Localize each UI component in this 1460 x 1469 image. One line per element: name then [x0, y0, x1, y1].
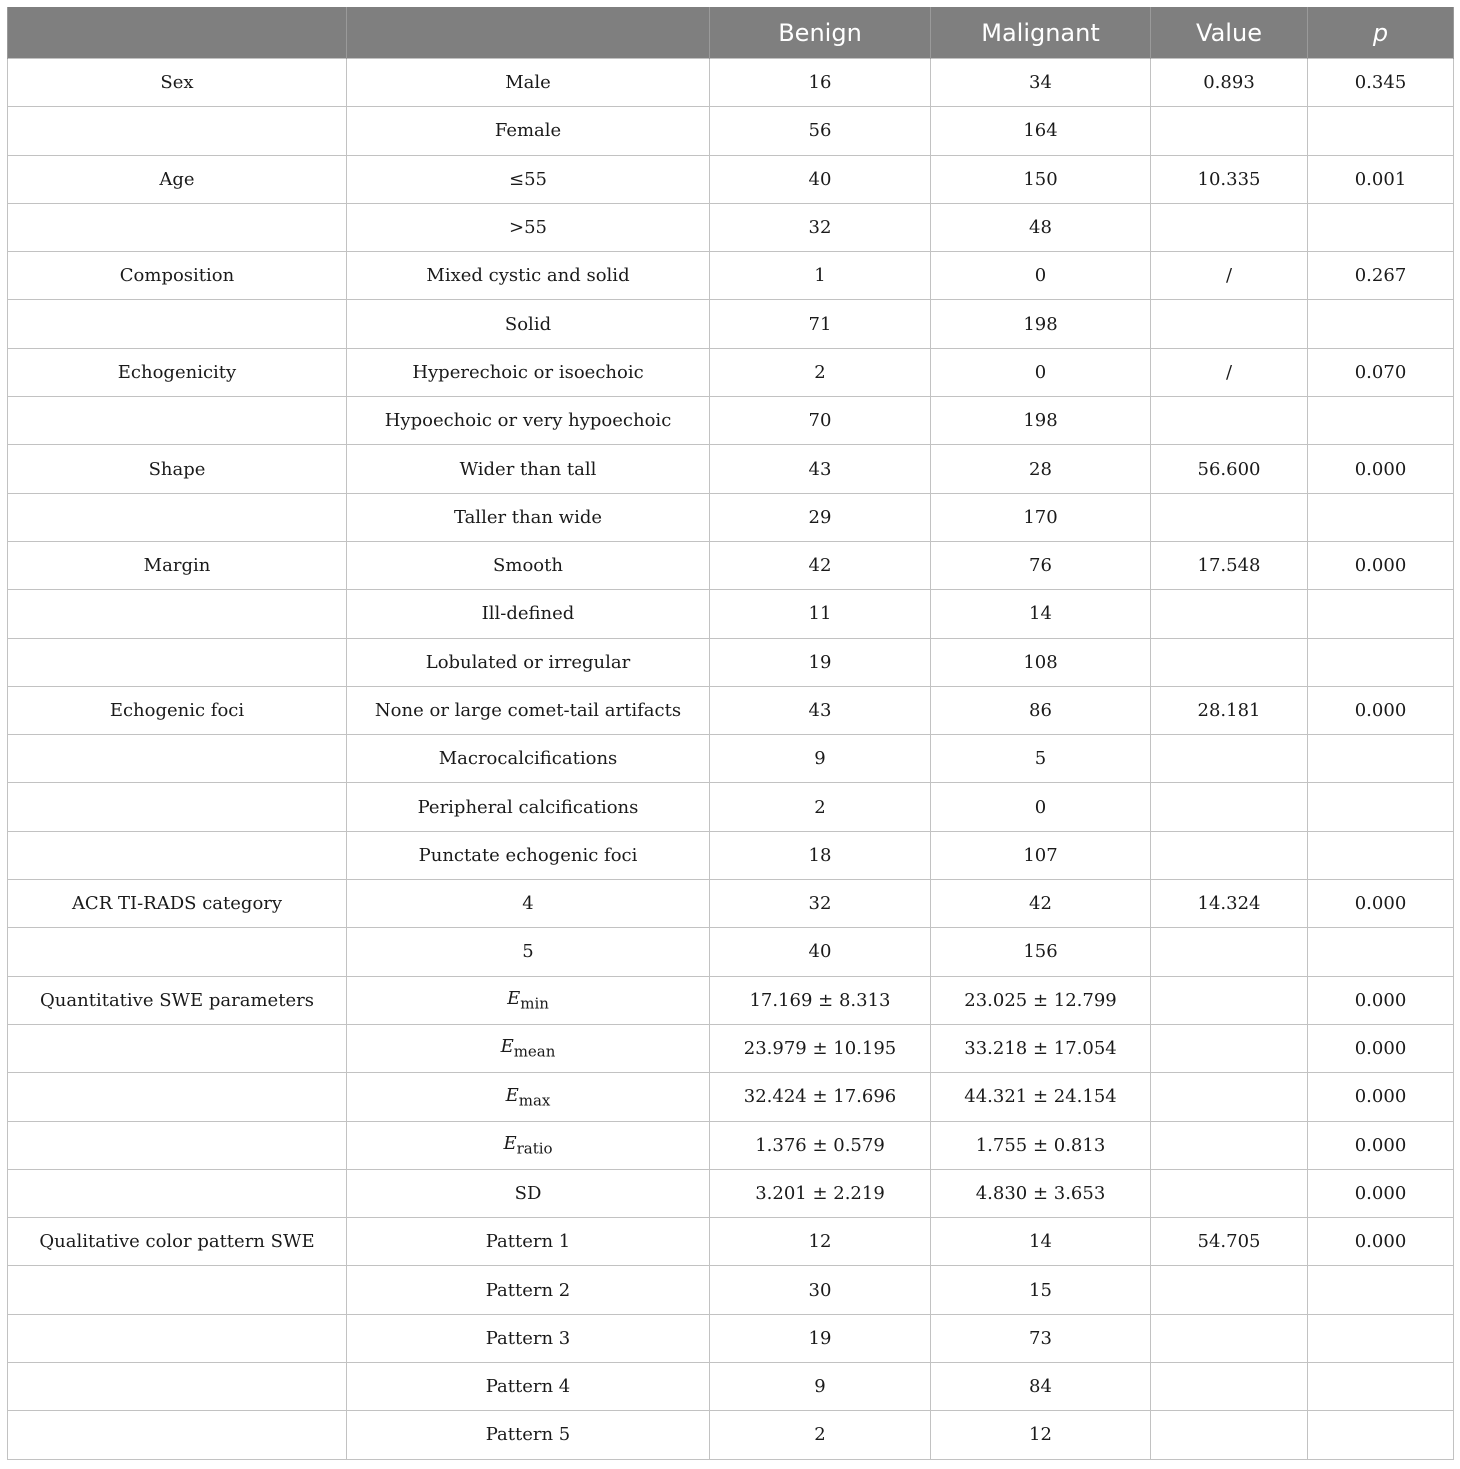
malignant-cell: 33.218 ± 17.054 [931, 1024, 1151, 1072]
header-malignant: Malignant [931, 7, 1151, 59]
category-cell: Macrocalcifications [347, 735, 710, 783]
variable-cell [8, 1169, 347, 1217]
malignant-cell: 42 [931, 880, 1151, 928]
p-value-cell [1308, 1411, 1454, 1459]
variable-cell: Quantitative SWE parameters [8, 976, 347, 1024]
malignant-cell: 164 [931, 107, 1151, 155]
value-cell [1151, 1411, 1308, 1459]
p-value-cell: 0.000 [1308, 1169, 1454, 1217]
variable-cell: Shape [8, 445, 347, 493]
category-cell: Punctate echogenic foci [347, 831, 710, 879]
header-variable [8, 7, 347, 59]
p-value-cell [1308, 638, 1454, 686]
value-cell [1151, 397, 1308, 445]
table-row [8, 638, 1454, 686]
benign-cell: 19 [710, 1314, 931, 1362]
table-row [8, 252, 1454, 300]
malignant-cell: 4.830 ± 3.653 [931, 1169, 1151, 1217]
value-cell [1151, 638, 1308, 686]
elasticity-subscript: min [520, 994, 549, 1013]
value-cell [1151, 831, 1308, 879]
table-row [8, 1266, 1454, 1314]
malignant-cell: 14 [931, 1218, 1151, 1266]
variable-cell: Echogenicity [8, 348, 347, 396]
category-cell: Male [347, 59, 710, 107]
header-category [347, 7, 710, 59]
category-cell: 5 [347, 928, 710, 976]
category-cell [347, 1073, 710, 1121]
elasticity-subscript: max [518, 1091, 551, 1110]
benign-cell: 43 [710, 445, 931, 493]
table-row [8, 203, 1454, 251]
category-cell: 4 [347, 880, 710, 928]
category-cell: Lobulated or irregular [347, 638, 710, 686]
value-cell: 14.324 [1151, 880, 1308, 928]
category-cell: Pattern 3 [347, 1314, 710, 1362]
value-cell [1151, 1314, 1308, 1362]
value-cell [1151, 493, 1308, 541]
p-value-cell [1308, 397, 1454, 445]
variable-cell: Sex [8, 59, 347, 107]
malignant-cell: 73 [931, 1314, 1151, 1362]
header-row [8, 7, 1454, 59]
variable-cell [8, 300, 347, 348]
p-value-cell [1308, 1363, 1454, 1411]
variable-cell: Composition [8, 252, 347, 300]
variable-cell [8, 1363, 347, 1411]
value-cell [1151, 928, 1308, 976]
p-value-cell: 0.000 [1308, 541, 1454, 589]
p-value-cell [1308, 1266, 1454, 1314]
category-cell: Wider than tall [347, 445, 710, 493]
category-cell: Pattern 1 [347, 1218, 710, 1266]
table-row [8, 1073, 1454, 1121]
category-cell: Hypoechoic or very hypoechoic [347, 397, 710, 445]
table-row [8, 493, 1454, 541]
malignant-cell: 23.025 ± 12.799 [931, 976, 1151, 1024]
value-cell: 28.181 [1151, 686, 1308, 734]
category-cell: ≤55 [347, 155, 710, 203]
value-cell [1151, 1169, 1308, 1217]
benign-cell: 2 [710, 348, 931, 396]
value-cell: 17.548 [1151, 541, 1308, 589]
variable-cell [8, 1314, 347, 1362]
table-header [8, 7, 1454, 59]
variable-cell: Echogenic foci [8, 686, 347, 734]
p-value-cell [1308, 831, 1454, 879]
table-row [8, 1363, 1454, 1411]
category-cell: None or large comet-tail artifacts [347, 686, 710, 734]
variable-cell: Age [8, 155, 347, 203]
benign-cell: 3.201 ± 2.219 [710, 1169, 931, 1217]
benign-cell: 11 [710, 590, 931, 638]
table-row [8, 1121, 1454, 1169]
benign-cell: 56 [710, 107, 931, 155]
elasticity-symbol: E [507, 987, 521, 1009]
header-p: p [1308, 7, 1454, 59]
value-cell [1151, 107, 1308, 155]
benign-cell: 30 [710, 1266, 931, 1314]
malignant-cell: 86 [931, 686, 1151, 734]
table-row [8, 348, 1454, 396]
benign-cell: 19 [710, 638, 931, 686]
table-row [8, 783, 1454, 831]
benign-cell: 2 [710, 1411, 931, 1459]
benign-cell: 71 [710, 300, 931, 348]
value-cell [1151, 735, 1308, 783]
benign-cell: 2 [710, 783, 931, 831]
table-row [8, 1169, 1454, 1217]
p-value-cell: 0.000 [1308, 1121, 1454, 1169]
malignant-cell: 34 [931, 59, 1151, 107]
p-value-cell: 0.267 [1308, 252, 1454, 300]
value-cell: 54.705 [1151, 1218, 1308, 1266]
malignant-cell: 108 [931, 638, 1151, 686]
value-cell: 0.893 [1151, 59, 1308, 107]
table-row [8, 976, 1454, 1024]
table-row [8, 928, 1454, 976]
elasticity-symbol: E [503, 1132, 517, 1154]
table-row [8, 686, 1454, 734]
header-benign: Benign [710, 7, 931, 59]
p-value-cell [1308, 928, 1454, 976]
category-cell [347, 976, 710, 1024]
category-cell: Solid [347, 300, 710, 348]
table-row [8, 1314, 1454, 1362]
malignant-cell: 14 [931, 590, 1151, 638]
p-value-cell: 0.000 [1308, 1073, 1454, 1121]
table-row [8, 445, 1454, 493]
p-value-cell [1308, 1314, 1454, 1362]
category-cell: Smooth [347, 541, 710, 589]
p-value-cell: 0.000 [1308, 1218, 1454, 1266]
variable-cell [8, 397, 347, 445]
variable-cell [8, 1266, 347, 1314]
benign-cell: 16 [710, 59, 931, 107]
category-cell: Pattern 4 [347, 1363, 710, 1411]
table-row [8, 59, 1454, 107]
category-cell: SD [347, 1169, 710, 1217]
benign-cell: 23.979 ± 10.195 [710, 1024, 931, 1072]
p-value-cell [1308, 107, 1454, 155]
variable-cell [8, 638, 347, 686]
elasticity-subscript: mean [513, 1042, 556, 1061]
benign-cell: 9 [710, 735, 931, 783]
table-row [8, 831, 1454, 879]
variable-cell [8, 735, 347, 783]
category-cell: Hyperechoic or isoechoic [347, 348, 710, 396]
variable-cell [8, 203, 347, 251]
variable-cell [8, 928, 347, 976]
benign-cell: 1 [710, 252, 931, 300]
value-cell: / [1151, 252, 1308, 300]
category-cell: Female [347, 107, 710, 155]
p-value-cell: 0.345 [1308, 59, 1454, 107]
malignant-cell: 28 [931, 445, 1151, 493]
benign-cell: 18 [710, 831, 931, 879]
table-row [8, 880, 1454, 928]
variable-cell [8, 1121, 347, 1169]
table-row [8, 155, 1454, 203]
variable-cell: Margin [8, 541, 347, 589]
category-cell: Pattern 5 [347, 1411, 710, 1459]
elasticity-symbol: E [505, 1084, 519, 1106]
variable-cell [8, 1024, 347, 1072]
malignant-cell: 76 [931, 541, 1151, 589]
malignant-cell: 0 [931, 783, 1151, 831]
value-cell [1151, 300, 1308, 348]
benign-cell: 40 [710, 928, 931, 976]
table-row [8, 541, 1454, 589]
malignant-cell: 84 [931, 1363, 1151, 1411]
p-value-cell [1308, 783, 1454, 831]
p-value-cell: 0.000 [1308, 686, 1454, 734]
elasticity-subscript: ratio [516, 1139, 553, 1158]
category-cell: Mixed cystic and solid [347, 252, 710, 300]
variable-cell [8, 1411, 347, 1459]
value-cell: 56.600 [1151, 445, 1308, 493]
p-value-cell [1308, 493, 1454, 541]
malignant-cell: 156 [931, 928, 1151, 976]
table-body [8, 59, 1454, 1460]
value-cell [1151, 976, 1308, 1024]
category-cell: Peripheral calcifications [347, 783, 710, 831]
value-cell [1151, 1024, 1308, 1072]
malignant-cell: 150 [931, 155, 1151, 203]
value-cell [1151, 783, 1308, 831]
header-value: Value [1151, 7, 1308, 59]
value-cell [1151, 1073, 1308, 1121]
p-value-cell: 0.001 [1308, 155, 1454, 203]
category-cell: Ill-defined [347, 590, 710, 638]
variable-cell [8, 493, 347, 541]
value-cell [1151, 1363, 1308, 1411]
malignant-cell: 12 [931, 1411, 1151, 1459]
p-value-cell: 0.000 [1308, 445, 1454, 493]
p-value-cell: 0.000 [1308, 1024, 1454, 1072]
category-cell [347, 1024, 710, 1072]
p-value-cell [1308, 300, 1454, 348]
malignant-cell: 198 [931, 397, 1151, 445]
malignant-cell: 48 [931, 203, 1151, 251]
value-cell [1151, 1121, 1308, 1169]
p-value-cell: 0.000 [1308, 880, 1454, 928]
value-cell [1151, 1266, 1308, 1314]
variable-cell [8, 590, 347, 638]
table-row [8, 1218, 1454, 1266]
table-row [8, 300, 1454, 348]
value-cell: / [1151, 348, 1308, 396]
variable-cell [8, 831, 347, 879]
benign-cell: 1.376 ± 0.579 [710, 1121, 931, 1169]
p-value-cell: 0.000 [1308, 976, 1454, 1024]
malignant-cell: 15 [931, 1266, 1151, 1314]
table-row [8, 590, 1454, 638]
value-cell [1151, 203, 1308, 251]
variable-cell: Qualitative color pattern SWE [8, 1218, 347, 1266]
malignant-cell: 44.321 ± 24.154 [931, 1073, 1151, 1121]
benign-cell: 17.169 ± 8.313 [710, 976, 931, 1024]
category-cell [347, 1121, 710, 1169]
p-value-cell [1308, 735, 1454, 783]
malignant-cell: 5 [931, 735, 1151, 783]
category-cell: Pattern 2 [347, 1266, 710, 1314]
benign-cell: 32.424 ± 17.696 [710, 1073, 931, 1121]
category-cell: Taller than wide [347, 493, 710, 541]
variable-cell: ACR TI-RADS category [8, 880, 347, 928]
benign-cell: 29 [710, 493, 931, 541]
malignant-cell: 1.755 ± 0.813 [931, 1121, 1151, 1169]
p-value-cell [1308, 590, 1454, 638]
benign-cell: 9 [710, 1363, 931, 1411]
benign-cell: 32 [710, 880, 931, 928]
benign-cell: 42 [710, 541, 931, 589]
malignant-cell: 170 [931, 493, 1151, 541]
benign-cell: 43 [710, 686, 931, 734]
table-row [8, 1024, 1454, 1072]
malignant-cell: 0 [931, 348, 1151, 396]
malignant-cell: 0 [931, 252, 1151, 300]
benign-cell: 40 [710, 155, 931, 203]
elasticity-symbol: E [500, 1036, 514, 1058]
table-row [8, 1411, 1454, 1459]
variable-cell [8, 783, 347, 831]
variable-cell [8, 107, 347, 155]
results-table [7, 7, 1454, 1460]
variable-cell [8, 1073, 347, 1121]
category-cell: >55 [347, 203, 710, 251]
table-row [8, 735, 1454, 783]
p-value-cell: 0.070 [1308, 348, 1454, 396]
malignant-cell: 107 [931, 831, 1151, 879]
value-cell: 10.335 [1151, 155, 1308, 203]
benign-cell: 32 [710, 203, 931, 251]
table-row [8, 107, 1454, 155]
table-row [8, 397, 1454, 445]
benign-cell: 70 [710, 397, 931, 445]
value-cell [1151, 590, 1308, 638]
results-table-container [7, 7, 1453, 1460]
malignant-cell: 198 [931, 300, 1151, 348]
p-value-cell [1308, 203, 1454, 251]
benign-cell: 12 [710, 1218, 931, 1266]
